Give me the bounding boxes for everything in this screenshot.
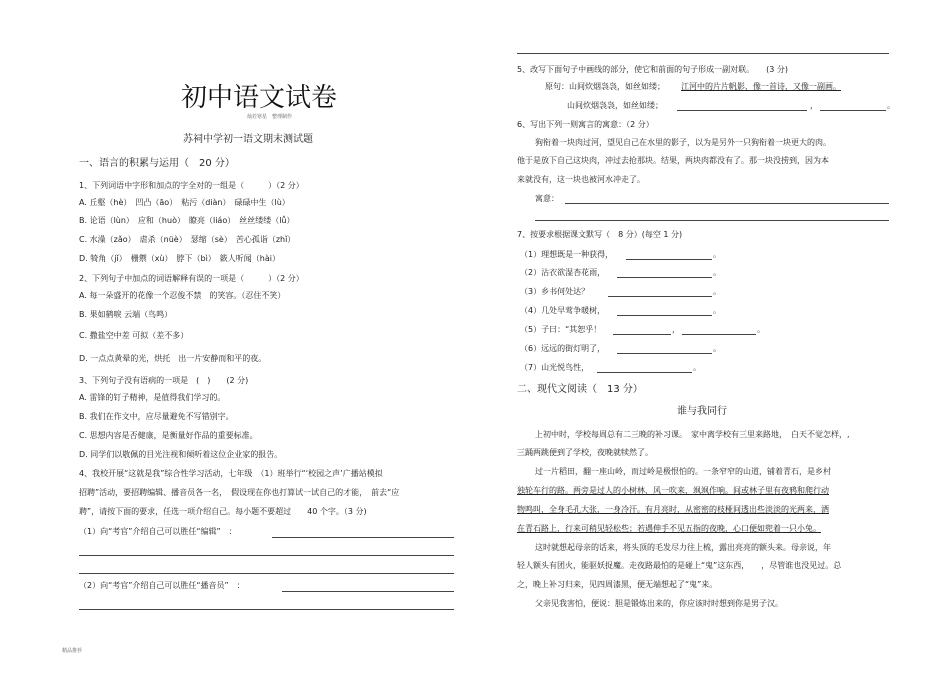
poem-item-5: （5）子曰：“其恕乎！ — [520, 325, 602, 334]
question-5-underlined-text: 江河中的片片帆影，像一首诗，又像一副画。 — [681, 82, 841, 91]
answer-line — [626, 259, 712, 260]
full-stop: 。 — [887, 101, 895, 110]
answer-line — [617, 315, 712, 316]
answer-line — [282, 591, 454, 592]
question-3-option-d: D. 同学们以敬佩的目光注视和倾听着这位企业家的报告。 — [79, 450, 283, 459]
reading-para-2-line-1: 过一片稻田，翻一座山岭，而过岭是极恨怕的。一条窄窄的山道，铺着青石，是乡村 — [535, 467, 831, 476]
reading-title: 谁与我同行 — [677, 406, 727, 417]
comma: ， — [810, 101, 818, 110]
section-2-heading: 二、现代文阅读（ 13 分） — [517, 384, 643, 395]
question-7: 7、按要求根据课文默写（ 8 分）(每空 1 分) — [517, 230, 683, 239]
question-5: 5、改写下面句子中画线的部分，使它和前面的句子形成一副对联。 (3 分) — [517, 65, 788, 74]
reading-para-3-line-2: 轻人额头有团火，能驱妖捉魔。走夜路最怕的是碰上“鬼”这东西， ，尽管谁也没见过。总 — [517, 561, 842, 570]
question-2-option-c: C. 撒盐空中差 可拟（差不多） — [79, 331, 189, 340]
answer-line — [613, 334, 671, 335]
byline: 灿若寒星 整理制作 — [247, 114, 293, 120]
answer-line — [535, 220, 889, 221]
answer-line — [79, 609, 454, 610]
full-stop: 。 — [713, 268, 721, 277]
answer-line — [517, 53, 889, 54]
question-5-rewrite-prompt: 山间炊烟袅袅，如丝如缕； — [567, 101, 663, 110]
reading-para-1-line-1: 上初中时，学校每周总有二三晚的补习课。 家中离学校有三里来路地， 白天不觉怎样，, — [535, 430, 850, 439]
question-6: 6、写出下列一则寓言的寓意：（2 分） — [517, 120, 654, 129]
answer-line — [608, 296, 712, 297]
answer-line — [79, 573, 454, 574]
answer-line — [677, 110, 807, 111]
question-4-sub-2: （2）向“考官”介绍自己可以胜任“播音员” ： — [79, 581, 245, 590]
answer-line — [682, 334, 756, 335]
question-2-option-b: B. 果如鹤唳 云端（鸟鸣） — [79, 310, 173, 319]
question-1-option-a: A. 丘壑（hè） 凹凸（āo） 粘污（diàn） 碌碌中生（lù） — [79, 198, 290, 207]
full-stop: 。 — [713, 250, 721, 259]
fable-line-2: 他于是放下自己这块肉，冲过去抢那块。结果，两块肉都没有了。那一块没捞到，因为本 — [517, 156, 829, 165]
reading-para-1-line-2: 三踊两跳便到了学校，夜晚就犊然了。 — [517, 448, 653, 457]
question-3-option-c: C. 思想内容是否健康，是衡量好作品的重要标准。 — [79, 431, 258, 440]
question-4-line-2: 招聘”活动，要招聘编辑、播音员各一名， 假设现在你也打算试一试自己的才能， 前去“应 — [79, 488, 400, 497]
answer-line — [617, 277, 712, 278]
question-4-line-1: 4、我校开展“这就是我”综合性学习活动，七年级 （1）班举行“‘校园之声’广播站模拟 — [79, 469, 383, 478]
question-3-option-a: A. 雷锋的钉子精神，是值得我们学习的。 — [79, 393, 226, 402]
full-stop: 。 — [713, 344, 721, 353]
answer-line — [617, 353, 712, 354]
reading-para-3-line-1: 这时就想起母亲的话来，将头顶的毛发尽力往上梳，露出亮亮的额头来。母亲说，年 — [535, 543, 831, 552]
full-stop: 。 — [713, 306, 721, 315]
question-1-option-b: B. 论语（lùn） 应和（huò） 瞭亮（liáo） 丝丝缕缕（lǚ） — [79, 216, 295, 225]
question-4-sub-1: （1）向“考官”介绍自己可以胜任“编辑” ： — [79, 527, 237, 536]
fable-line-3: 来就没有，这一块也被河水冲走了。 — [517, 175, 645, 184]
question-1-option-d: D. 犄角（jǐ） 栅禦（xù） 脖下（bì） 簌人听闻（hài） — [79, 254, 280, 263]
answer-line — [820, 110, 886, 111]
answer-line — [272, 537, 454, 538]
question-2-option-d: D. 一点点黄晕的光，烘托 出一片安静而和平的夜。 — [79, 354, 267, 363]
question-3: 3、下列句子没有语病的一项是 ( ) (2 分) — [79, 376, 249, 385]
full-stop: 。 — [713, 287, 721, 296]
question-2-option-a: A. 每一朵盛开的花像一个忍俊不禁 的笑容。（忍住不笑） — [79, 291, 286, 300]
poem-item-3: （3）乡书何处达？ — [520, 287, 590, 296]
full-stop: 。 — [757, 325, 765, 334]
section-1-heading: 一、语言的积累与运用（ 20 分） — [79, 158, 235, 169]
reading-para-2-line-2: 独轮车行的路。两旁是过人的小树林，风一吹来，飒飒作响。间或林子里有夜鸦和爬行动 — [517, 486, 829, 495]
poem-item-1: （1）理想既是一种获得， — [520, 250, 614, 259]
poem-item-4: （4）几处早莺争暖树， — [520, 306, 606, 315]
comma: ， — [672, 325, 680, 334]
question-3-option-b: B. 我们在作文中，应尽量避免不写错别字。 — [79, 412, 234, 421]
poem-item-2: （2）沾衣欲湿杏花雨， — [520, 268, 606, 277]
question-1-option-c: C. 水澡（zǎo） 虐杀（nüè） 瑟缩（sè） 苦心孤诣（zhǐ） — [79, 235, 296, 244]
full-stop: 。 — [693, 363, 701, 372]
reading-para-2-line-4: 在青石路上，行来可稍见轻松些；若遇伸手不见五指的夜晚，心口便如兜着一只小兔。 — [517, 524, 821, 533]
reading-para-4: 父亲见我害怕，便说：胆是锻炼出来的，你应该时时想到你是男子汉。 — [535, 599, 783, 608]
reading-para-2-line-3: 物鸣叫，全身毛孔大张，一身冷汗。有月亮时，从密密的枝桠间透出些淡淡的光两来，洒 — [517, 505, 829, 514]
answer-line — [79, 555, 454, 556]
question-1: 1、下列词语中字形和加点的字全对的一组是（ ）（2 分） — [79, 181, 304, 190]
question-2: 2、下列句子中加点的词语解释有误的一项是（ ）（2 分） — [79, 274, 304, 283]
question-4-line-3: 聘”，请按下面的要求，任选一项介绍自己。每小题不要超过 40 个字。（3 分) — [79, 507, 367, 516]
question-5-original-label: 原句：山间炊烟袅袅，如丝如缕； — [545, 82, 665, 91]
exam-subtitle: 苏祠中学初一语文期末测试题 — [183, 134, 313, 145]
poem-item-6: （6）远远的街灯明了， — [520, 344, 606, 353]
reading-para-3-line-3: 之，晚上补习归来，见四周漆黑，便无端想起了“鬼”来。 — [517, 580, 718, 589]
fable-line-1: 狗衔着一块肉过河，望见自己在水里的影子，以为是另外一只狗衔着一块更大的肉。 — [535, 138, 831, 147]
footer-note: 精品推荐 — [62, 648, 83, 654]
answer-line — [597, 372, 692, 373]
answer-line — [565, 203, 889, 204]
moral-label: 寓意： — [535, 194, 559, 203]
page-title: 初中语文试卷 — [181, 83, 338, 113]
poem-item-7: （7）山光悦鸟性， — [520, 363, 590, 372]
